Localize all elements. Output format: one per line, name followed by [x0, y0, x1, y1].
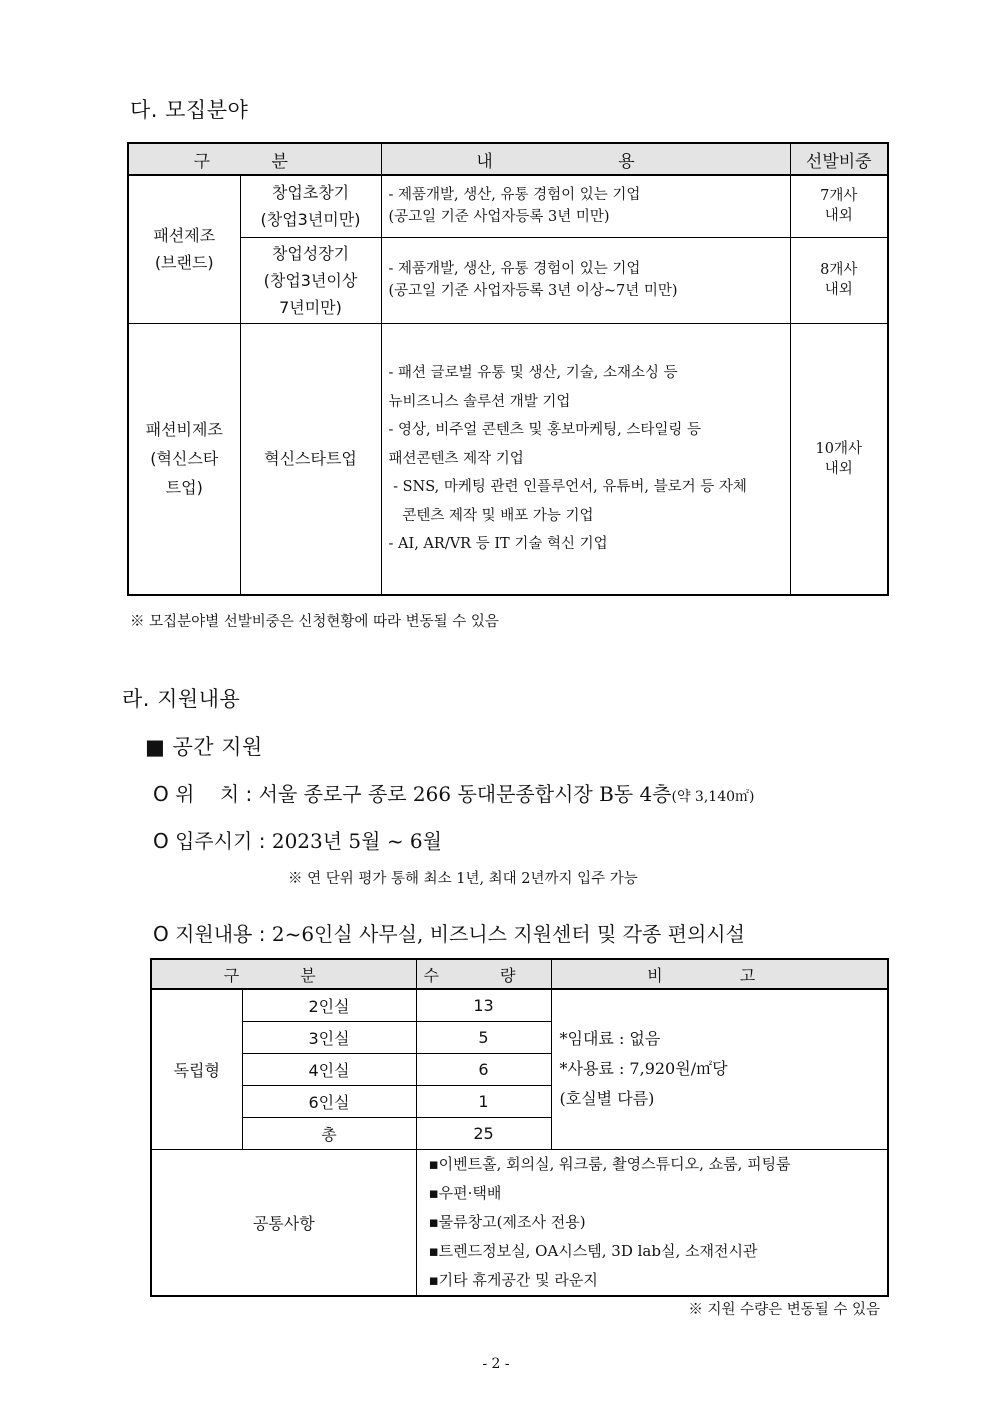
room-count-cell: 6 [416, 1053, 551, 1085]
category-cell: 패션비제조 (혁신스타 트업) [128, 323, 240, 595]
move-in-value: 2023년 5월 ~ 6월 [271, 829, 442, 853]
header-count: 수 량 [416, 959, 551, 989]
list-item: ▪기타 휴게공간 및 라운지 [428, 1270, 598, 1289]
move-in-note: ※ 연 단위 평가 통해 최소 1년, 최대 2년까지 입주 가능 [288, 871, 638, 887]
location-label: O 위 치 : [153, 782, 259, 806]
header-category: 구 분 [128, 143, 381, 175]
header-content: 내 용 [381, 143, 790, 175]
room-type-cell: 3인실 [242, 1021, 416, 1053]
room-count-cell: 13 [416, 989, 551, 1021]
list-item: ▪우편·택배 [428, 1183, 502, 1202]
support-value: 2~6인실 사무실, 비즈니스 지원센터 및 각종 편의시설 [271, 922, 745, 946]
list-item: ▪이벤트홀, 회의실, 워크룸, 촬영스튜디오, 쇼룸, 피팅룸 [428, 1154, 791, 1173]
table-row [151, 1149, 888, 1296]
room-count-cell: 5 [416, 1021, 551, 1053]
location-value: 서울 종로구 종로 266 동대문종합시장 B동 4층 [258, 782, 672, 806]
header-note: 비 고 [551, 959, 888, 989]
stage-cell: 창업성장기 (창업3년이상 7년미만) [240, 237, 381, 323]
section-heading-recruit-field: 다. 모집분야 [130, 98, 249, 122]
room-type-cell: 2인실 [242, 989, 416, 1021]
ratio-cell: 7개사 내외 [790, 175, 888, 237]
group-cell: 독립형 [151, 989, 242, 1149]
table-row [128, 237, 888, 323]
room-count-cell: 1 [416, 1085, 551, 1117]
move-in-line [153, 825, 442, 854]
stage-cell: 혁신스타트업 [240, 323, 381, 595]
location-area: (약 3,140㎡) [671, 789, 755, 805]
recruit-field-table [127, 142, 889, 596]
move-in-label: O 입주시기 : [153, 829, 272, 853]
page-number: - 2 - [482, 1356, 510, 1372]
room-type-cell: 4인실 [242, 1053, 416, 1085]
list-item: ▪물류창고(제조사 전용) [428, 1212, 586, 1231]
category-cell: 패션제조 (브랜드) [128, 175, 240, 323]
table-row [151, 989, 888, 1021]
content-cell: - 패션 글로벌 유통 및 생산, 기술, 소재소싱 등 뉴비즈니스 솔루션 개발 기업 - 영상, 비주얼 콘텐츠 및 홍보마케팅, 스타일링 등 패션콘텐츠 제작 기업 - SNS, 마케팅 관련 인플루언서, 유튜버, 블로거 등 자체 콘텐츠 제작 및 배포 가능 기업 - AI, AR/VR 등 IT 기술 혁신 기업 [381, 323, 790, 595]
ratio-cell: 10개사 내외 [790, 323, 888, 595]
subheading-space-support: ■ 공간 지원 [145, 735, 263, 759]
fee-note-cell: *임대료 : 없음 *사용료 : 7,920원/㎡당 (호실별 다름) [551, 989, 888, 1149]
table-header-row [151, 959, 888, 989]
content-cell: - 제품개발, 생산, 유통 경험이 있는 기업 (공고일 기준 사업자등록 3년 미만) [381, 175, 790, 237]
room-type-cell: 6인실 [242, 1085, 416, 1117]
section-heading-support: 라. 지원내용 [122, 687, 241, 711]
stage-cell: 창업초창기 (창업3년미만) [240, 175, 381, 237]
table-row [128, 323, 888, 595]
header-ratio: 선발비중 [790, 143, 888, 175]
header-category: 구 분 [151, 959, 416, 989]
location-line [153, 778, 754, 807]
room-total-count-cell: 25 [416, 1117, 551, 1149]
support-line [153, 918, 745, 947]
common-label-cell: 공통사항 [151, 1149, 416, 1296]
support-footnote: ※ 지원 수량은 변동될 수 있음 [688, 1302, 880, 1318]
space-support-table [150, 958, 889, 1297]
list-item: ▪트렌드정보실, OA시스템, 3D lab실, 소재전시관 [428, 1241, 758, 1260]
content-cell: - 제품개발, 생산, 유통 경험이 있는 기업 (공고일 기준 사업자등록 3년 이상~7년 미만) [381, 237, 790, 323]
table-row [128, 175, 888, 237]
ratio-cell: 8개사 내외 [790, 237, 888, 323]
common-items-cell [416, 1149, 888, 1296]
room-total-label-cell: 총 [242, 1117, 416, 1149]
support-label: O 지원내용 : [153, 922, 272, 946]
recruit-footnote: ※ 모집분야별 선발비중은 신청현황에 따라 변동될 수 있음 [130, 614, 499, 630]
table-header-row [128, 143, 888, 175]
